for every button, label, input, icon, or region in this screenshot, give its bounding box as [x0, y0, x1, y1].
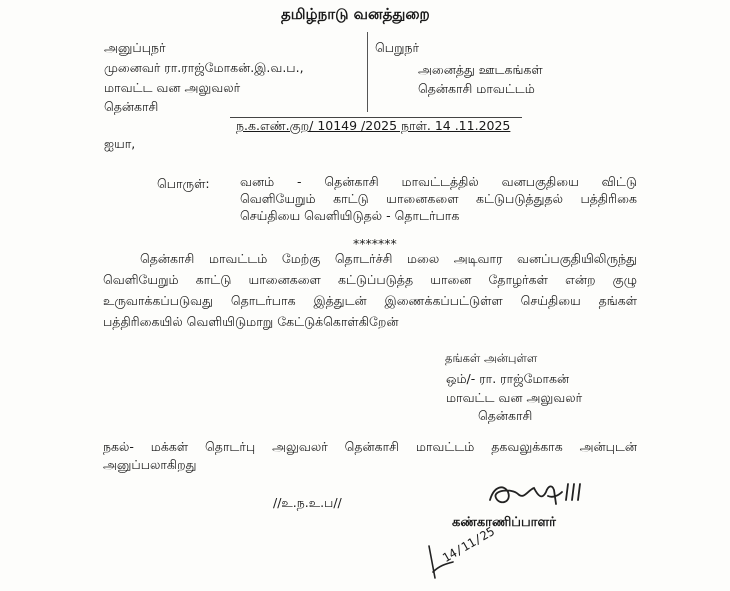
sender-label: அனுப்புநர் [104, 40, 166, 55]
body-line: உருவாக்கப்படுவது தொடர்பாக இத்துடன் இணைக்கப்பட்டுள்ள செய்தியை தங்கள் [103, 293, 637, 308]
body-line: வெளியேறும் காட்டு யானைகளை கட்டுப்படுத்த யானை தோழர்கள் என்ற குழு [103, 272, 637, 287]
closing-signed: ஒம்/- ரா. ராஜ்மோகன் [446, 371, 570, 386]
address-divider [367, 32, 368, 112]
sender-place: தென்காசி [104, 99, 159, 114]
attestation-mark: //உ.ந.உ.ப// [273, 495, 342, 510]
salutation: ஐயா, [104, 136, 136, 151]
closing-place: தென்காசி [478, 408, 533, 423]
superintendent-title: கண்காணிப்பாளர் [452, 515, 556, 530]
subject-line: செய்தியை வெளியிடுதல் - தொடர்பாக [240, 208, 460, 223]
copy-line: அனுப்பலாகிறது [103, 457, 197, 472]
body-line: தென்காசி மாவட்டம் மேற்கு தொடர்ச்சி மலை அடிவார வனப்பகுதியிலிருந்து [140, 251, 637, 266]
subject-label: பொருள்: [157, 176, 210, 191]
separator: ******* [353, 236, 397, 251]
reference-number: ந.க.எண்.குற/ 10149 /2025 நாள். 14 .11.2025 [236, 118, 511, 133]
subject-line: வனம் - தென்காசி மாவட்டத்தில் வனபகுதியை விட்டு [240, 174, 637, 189]
copy-line: நகல்- மக்கள் தொடர்பு அலுவலர் தென்காசி மாவட்டம் தகவலுக்காக அன்புடன் [103, 439, 637, 454]
closing-designation: மாவட்ட வன அலுவலர் [446, 390, 583, 405]
closing-greeting: தங்கள் அன்புள்ள [445, 351, 538, 365]
body-line: பத்திரிகையில் வெளியிடுமாறு கேட்டுக்கொள்கிறேன் [103, 314, 399, 329]
page-title: தமிழ்நாடு வனத்துறை [281, 5, 430, 23]
recipient-place: தென்காசி மாவட்டம் [418, 81, 535, 96]
recipient-label: பெறுநர் [375, 40, 420, 55]
sender-designation: மாவட்ட வன அலுவலர் [104, 80, 241, 95]
subject-line: வெளியேறும் காட்டு யானைகளை கட்டுபடுத்துதல் பத்திரிகை [240, 191, 637, 206]
signature-date: 14/11/25 [440, 524, 498, 566]
signature [482, 478, 592, 513]
sender-name: முனைவர் ரா.ராஜ்மோகன்.இ.வ.ப., [104, 60, 304, 75]
recipient-name: அனைத்து ஊடகங்கள் [418, 62, 543, 77]
